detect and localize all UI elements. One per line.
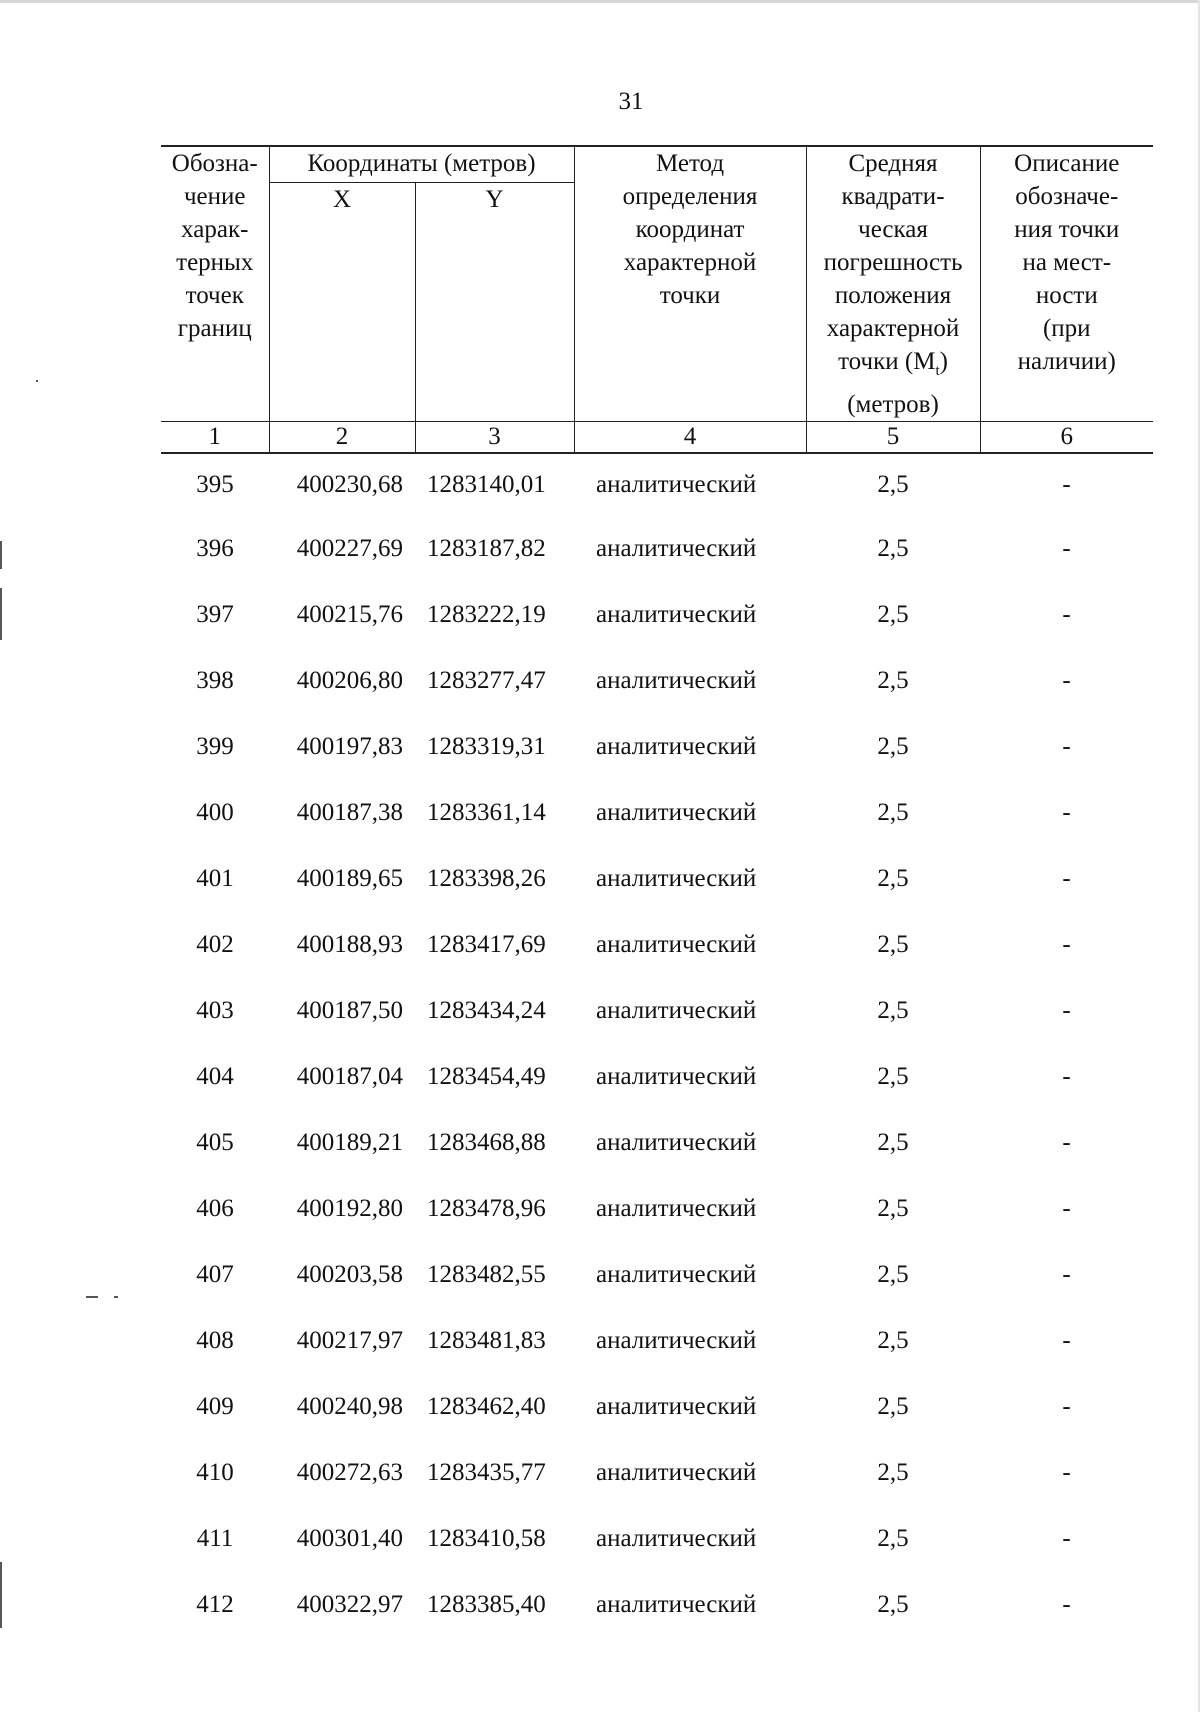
- x-coordinate-cell: 400189,21: [296, 1129, 403, 1156]
- description-cell: -: [1062, 1195, 1071, 1222]
- header-point-designation: Обозна- чение харак- терных точек границ: [161, 146, 269, 422]
- point-cell: 411: [196, 1525, 234, 1552]
- table-row: [161, 1374, 1153, 1440]
- method-cell: аналитический: [596, 931, 757, 958]
- method-cell: аналитический: [596, 471, 757, 498]
- table-row: [161, 1242, 1153, 1308]
- margin-mark: [86, 1296, 98, 1298]
- x-coordinate-cell: 400215,76: [296, 601, 403, 628]
- table-row: [161, 1308, 1153, 1374]
- description-cell: -: [1062, 1525, 1071, 1552]
- point-cell: 409: [196, 1393, 234, 1420]
- header-y: Y: [415, 182, 574, 421]
- y-coordinate-cell: 1283319,31: [427, 733, 546, 760]
- y-coordinate-cell: 1283417,69: [427, 931, 546, 958]
- table-row: [161, 714, 1153, 780]
- point-cell: 408: [196, 1327, 234, 1354]
- y-coordinate-cell: 1283468,88: [427, 1129, 546, 1156]
- y-coordinate-cell: 1283462,40: [427, 1393, 546, 1420]
- description-cell: -: [1062, 667, 1071, 694]
- error-cell: 2,5: [877, 1129, 909, 1156]
- point-cell: 405: [196, 1129, 234, 1156]
- table-row: [161, 1572, 1153, 1638]
- error-cell: 2,5: [877, 1525, 909, 1552]
- table-row: [161, 648, 1153, 714]
- table-row: [161, 1506, 1153, 1572]
- header-coordinates: Координаты (метров): [269, 146, 574, 182]
- error-cell: 2,5: [877, 601, 909, 628]
- header-mean-square-error-subscript: t: [935, 363, 940, 379]
- method-cell: аналитический: [596, 799, 757, 826]
- table-row: [161, 1110, 1153, 1176]
- description-cell: -: [1062, 535, 1071, 562]
- description-cell: -: [1062, 601, 1071, 628]
- x-coordinate-cell: 400187,04: [296, 1063, 403, 1090]
- point-cell: 404: [196, 1063, 234, 1090]
- error-cell: 2,5: [877, 931, 909, 958]
- x-coordinate-cell: 400203,58: [296, 1261, 403, 1288]
- error-cell: 2,5: [877, 1459, 909, 1486]
- method-cell: аналитический: [596, 1591, 757, 1618]
- x-coordinate-cell: 400187,38: [296, 799, 403, 826]
- description-cell: -: [1062, 1459, 1071, 1486]
- header-mean-square-error: [806, 146, 980, 422]
- y-coordinate-cell: 1283277,47: [427, 667, 546, 694]
- y-coordinate-cell: 1283361,14: [427, 799, 546, 826]
- y-coordinate-cell: 1283454,49: [427, 1063, 546, 1090]
- x-coordinate-cell: 400217,97: [296, 1327, 403, 1354]
- column-number: 4: [574, 422, 806, 454]
- point-cell: 406: [196, 1195, 234, 1222]
- method-cell: аналитический: [596, 1327, 757, 1354]
- table-row: [161, 1044, 1153, 1110]
- point-cell: 397: [196, 601, 234, 628]
- description-cell: -: [1062, 931, 1071, 958]
- method-cell: аналитический: [596, 865, 757, 892]
- description-cell: -: [1062, 1591, 1071, 1618]
- description-cell: -: [1062, 997, 1071, 1024]
- y-coordinate-cell: 1283481,83: [427, 1327, 546, 1354]
- x-coordinate-cell: 400188,93: [296, 931, 403, 958]
- error-cell: 2,5: [877, 1327, 909, 1354]
- table-body: [161, 453, 1153, 1638]
- column-number: 6: [980, 422, 1153, 454]
- error-cell: 2,5: [877, 1591, 909, 1618]
- y-coordinate-cell: 1283410,58: [427, 1525, 546, 1552]
- y-coordinate-cell: 1283434,24: [427, 997, 546, 1024]
- description-cell: -: [1062, 799, 1071, 826]
- y-coordinate-cell: 1283140,01: [427, 471, 546, 498]
- method-cell: аналитический: [596, 601, 757, 628]
- description-cell: -: [1062, 1327, 1071, 1354]
- scan-edge-top: [0, 0, 1200, 3]
- method-cell: аналитический: [596, 1129, 757, 1156]
- margin-mark: [36, 380, 38, 382]
- table-row: [161, 978, 1153, 1044]
- y-coordinate-cell: 1283478,96: [427, 1195, 546, 1222]
- margin-mark: [114, 1296, 118, 1298]
- table-row: [161, 453, 1153, 516]
- coordinates-table: [161, 145, 1153, 1638]
- point-cell: 412: [196, 1591, 234, 1618]
- error-cell: 2,5: [877, 799, 909, 826]
- method-cell: аналитический: [596, 733, 757, 760]
- table-row: [161, 1440, 1153, 1506]
- x-coordinate-cell: 400197,83: [296, 733, 403, 760]
- y-coordinate-cell: 1283222,19: [427, 601, 546, 628]
- error-cell: 2,5: [877, 1261, 909, 1288]
- point-cell: 402: [196, 931, 234, 958]
- description-cell: -: [1062, 733, 1071, 760]
- description-cell: -: [1062, 1063, 1071, 1090]
- x-coordinate-cell: 400206,80: [296, 667, 403, 694]
- point-cell: 407: [196, 1261, 234, 1288]
- method-cell: аналитический: [596, 1525, 757, 1552]
- column-number: 5: [806, 422, 980, 454]
- point-cell: 403: [196, 997, 234, 1024]
- method-cell: аналитический: [596, 1393, 757, 1420]
- x-coordinate-cell: 400227,69: [296, 535, 403, 562]
- description-cell: -: [1062, 1261, 1071, 1288]
- description-cell: -: [1062, 1129, 1071, 1156]
- x-coordinate-cell: 400240,98: [296, 1393, 403, 1420]
- error-cell: 2,5: [877, 535, 909, 562]
- header-description: Описание обозначе- ния точки на мест- ности (при наличии): [980, 146, 1153, 422]
- header-method: Метод определения координат характерной точки: [574, 146, 806, 422]
- method-cell: аналитический: [596, 1063, 757, 1090]
- column-number: 3: [415, 422, 574, 454]
- x-coordinate-cell: 400230,68: [296, 471, 403, 498]
- x-coordinate-cell: 400272,63: [296, 1459, 403, 1486]
- margin-mark: [0, 541, 2, 569]
- x-coordinate-cell: 400192,80: [296, 1195, 403, 1222]
- point-cell: 395: [196, 471, 234, 498]
- method-cell: аналитический: [596, 1459, 757, 1486]
- point-cell: 401: [196, 865, 234, 892]
- description-cell: -: [1062, 1393, 1071, 1420]
- table-row: [161, 1176, 1153, 1242]
- table-row: [161, 780, 1153, 846]
- header-mean-square-error-main: Средняя квадрати- ческая погрешность положения характерной точки (M: [823, 150, 963, 375]
- header-mean-square-error-tail: ) (метров): [847, 348, 948, 418]
- error-cell: 2,5: [877, 865, 909, 892]
- column-number: 2: [269, 422, 415, 454]
- error-cell: 2,5: [877, 997, 909, 1024]
- table-row: [161, 516, 1153, 582]
- point-cell: 398: [196, 667, 234, 694]
- method-cell: аналитический: [596, 1261, 757, 1288]
- method-cell: аналитический: [596, 535, 757, 562]
- table-row: [161, 846, 1153, 912]
- margin-mark: [0, 1562, 2, 1628]
- y-coordinate-cell: 1283398,26: [427, 865, 546, 892]
- table-row: [161, 912, 1153, 978]
- y-coordinate-cell: 1283187,82: [427, 535, 546, 562]
- description-cell: -: [1062, 471, 1071, 498]
- table-row: [161, 582, 1153, 648]
- y-coordinate-cell: 1283435,77: [427, 1459, 546, 1486]
- page-number: 31: [618, 88, 644, 115]
- point-cell: 399: [196, 733, 234, 760]
- column-numbers-row: [161, 422, 1153, 454]
- y-coordinate-cell: 1283482,55: [427, 1261, 546, 1288]
- header-x: X: [269, 182, 415, 421]
- error-cell: 2,5: [877, 667, 909, 694]
- method-cell: аналитический: [596, 667, 757, 694]
- x-coordinate-cell: 400322,97: [296, 1591, 403, 1618]
- error-cell: 2,5: [877, 1195, 909, 1222]
- point-cell: 396: [196, 535, 234, 562]
- error-cell: 2,5: [877, 1063, 909, 1090]
- margin-mark: [0, 588, 2, 640]
- method-cell: аналитический: [596, 997, 757, 1024]
- x-coordinate-cell: 400187,50: [296, 997, 403, 1024]
- column-number: 1: [161, 422, 269, 454]
- x-coordinate-cell: 400301,40: [296, 1525, 403, 1552]
- method-cell: аналитический: [596, 1195, 757, 1222]
- point-cell: 400: [196, 799, 234, 826]
- description-cell: -: [1062, 865, 1071, 892]
- point-cell: 410: [196, 1459, 234, 1486]
- x-coordinate-cell: 400189,65: [296, 865, 403, 892]
- error-cell: 2,5: [877, 733, 909, 760]
- error-cell: 2,5: [877, 1393, 909, 1420]
- error-cell: 2,5: [877, 471, 909, 498]
- y-coordinate-cell: 1283385,40: [427, 1591, 546, 1618]
